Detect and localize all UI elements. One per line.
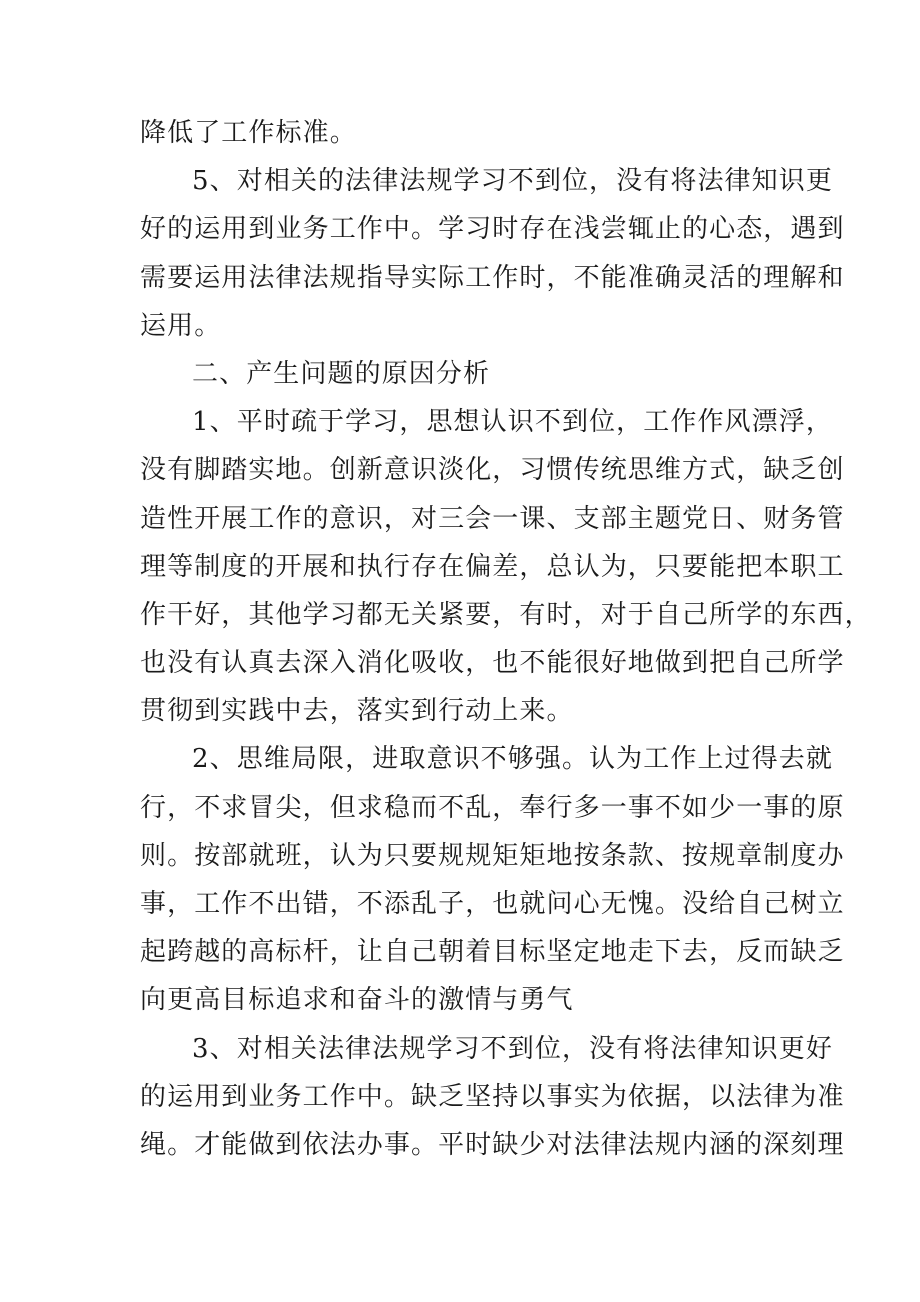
text-line: 造性开展工作的意识，对三会一课、支部主题党日、财务管: [140, 503, 845, 534]
text-line: 向更高目标追求和奋斗的激情与勇气: [140, 985, 574, 1016]
text-line: 贯彻到实践中去，落实到行动上来。: [140, 696, 574, 727]
text-line: 事，工作不出错，不添乱子，也就问心无愧。没给自己树立: [140, 889, 845, 919]
text-line: 则。按部就班，认为只要规规矩矩地按条款、按规章制度办: [140, 840, 845, 871]
text-line: 没有脚踏实地。创新意识淡化，习惯传统思维方式，缺乏创: [140, 455, 845, 486]
text-line: 也没有认真去深入消化吸收，也不能很好地做到把自己所学: [140, 648, 845, 679]
text-line: 1、平时疏于学习，思想认识不到位，工作作风漂浮，: [192, 407, 833, 438]
text-line: 降低了工作标准。: [140, 118, 357, 148]
text-line: 3、对相关法律法规学习不到位，没有将法律知识更好: [192, 1033, 833, 1064]
text-line: 绳。才能做到依法办事。平时缺少对法律法规内涵的深刻理: [140, 1129, 845, 1160]
text-line: 起跨越的高标杆，让自己朝着目标坚定地走下去，反而缺乏: [140, 937, 845, 968]
text-line: 2、思维局限，进取意识不够强。认为工作上过得去就: [192, 744, 833, 775]
text-line: 需要运用法律法规指导实际工作时，不能准确灵活的理解和: [140, 262, 845, 293]
text-line: 行，不求冒尖，但求稳而不乱，奉行多一事不如少一事的原: [140, 792, 845, 823]
text-line: 作干好，其他学习都无关紧要，有时，对于自己所学的东西，: [140, 599, 872, 630]
text-line: 5、对相关的法律法规学习不到位，没有将法律知识更: [192, 166, 833, 197]
text-line: 运用。: [140, 310, 222, 341]
section-heading: 二、产生问题的原因分析: [192, 358, 491, 389]
text-line: 的运用到业务工作中。缺乏坚持以事实为依据，以法律为准: [140, 1081, 845, 1112]
document-body: [140, 109, 872, 1169]
text-line: 好的运用到业务工作中。学习时存在浅尝辄止的心态，遇到: [140, 214, 845, 245]
text-line: 理等制度的开展和执行存在偏差，总认为，只要能把本职工: [140, 551, 845, 582]
